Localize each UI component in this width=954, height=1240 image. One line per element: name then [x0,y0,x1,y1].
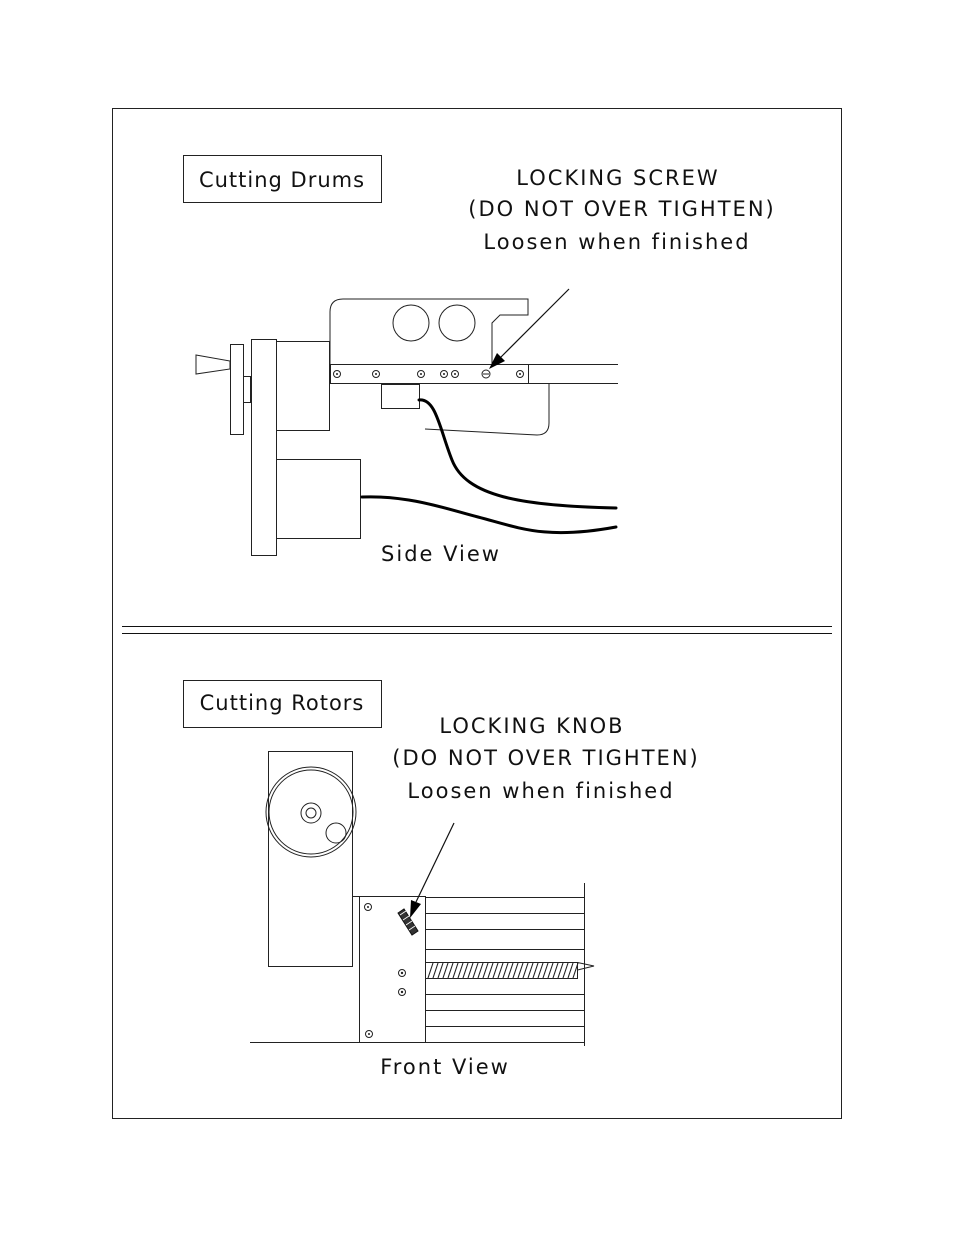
front-pulley-outer [266,767,356,857]
side-rail [528,365,618,384]
cutting-rotors-title: Cutting Rotors [199,691,365,715]
side-lens-right [439,305,475,341]
front-screws [365,904,406,1038]
thread-mark [543,963,548,978]
thread-mark [468,963,473,978]
front-hub-inner [306,808,316,818]
thread-mark [553,963,558,978]
front-view-label: Front View [380,1055,510,1079]
thread-mark [483,963,488,978]
side-cable-upper [419,400,616,508]
front-small-roller [326,823,346,843]
side-plate [252,340,277,556]
side-housing-top [330,299,528,364]
side-hub [244,377,251,403]
thread-mark [458,963,463,978]
front-pulley-inner [269,770,353,854]
locking-knob-leader [416,823,454,902]
locking-knob-arrowhead [410,900,421,918]
side-screws [334,371,524,378]
thread-mark [493,963,498,978]
thread-mark [448,963,453,978]
thread-mark [438,963,443,978]
thread-mark [488,963,493,978]
side-view-drawing [196,289,618,556]
front-hub-outer [301,803,321,823]
locking-knob-icon [398,909,418,935]
locking-knob-note: Loosen when finished [407,779,675,803]
side-motor [277,460,361,539]
thread-mark [533,963,538,978]
locking-knob-warning: (DO NOT OVER TIGHTEN) [392,746,700,770]
side-handwheel [231,345,244,435]
thread-mark [558,963,563,978]
locking-screw-label: LOCKING SCREW [516,166,720,190]
front-threaded-shaft [426,963,595,979]
thread-mark [498,963,503,978]
side-handle [196,355,230,374]
thread-mark [478,963,483,978]
locking-screw-icon [482,370,490,378]
front-mounting-plate [353,897,426,1043]
thread-mark [518,963,523,978]
side-connector [382,385,420,409]
thread-mark [503,963,508,978]
thread-mark [453,963,458,978]
side-lens-left [393,305,429,341]
thread-mark [513,963,518,978]
side-view-label: Side View [381,542,501,566]
side-upper-block [277,342,330,431]
thread-mark [568,963,573,978]
thread-mark [428,963,433,978]
cutting-drums-panel [184,156,776,567]
thread-mark [538,963,543,978]
side-cable-lower [362,497,616,533]
side-housing-bottom [425,384,549,435]
thread-mark [523,963,528,978]
locking-screw-note: Loosen when finished [483,230,751,254]
thread-mark [473,963,478,978]
thread-mark [563,963,568,978]
thread-mark [463,963,468,978]
thread-mark [548,963,553,978]
thread-mark [508,963,513,978]
cutting-rotors-panel [184,681,700,1080]
locking-knob-label: LOCKING KNOB [439,714,625,738]
cutting-drums-title: Cutting Drums [198,168,366,192]
thread-mark [443,963,448,978]
thread-mark [528,963,533,978]
thread-mark [433,963,438,978]
front-motor-housing [269,752,353,967]
locking-screw-warning: (DO NOT OVER TIGHTEN) [468,197,776,221]
side-mounting-bar [331,365,529,384]
